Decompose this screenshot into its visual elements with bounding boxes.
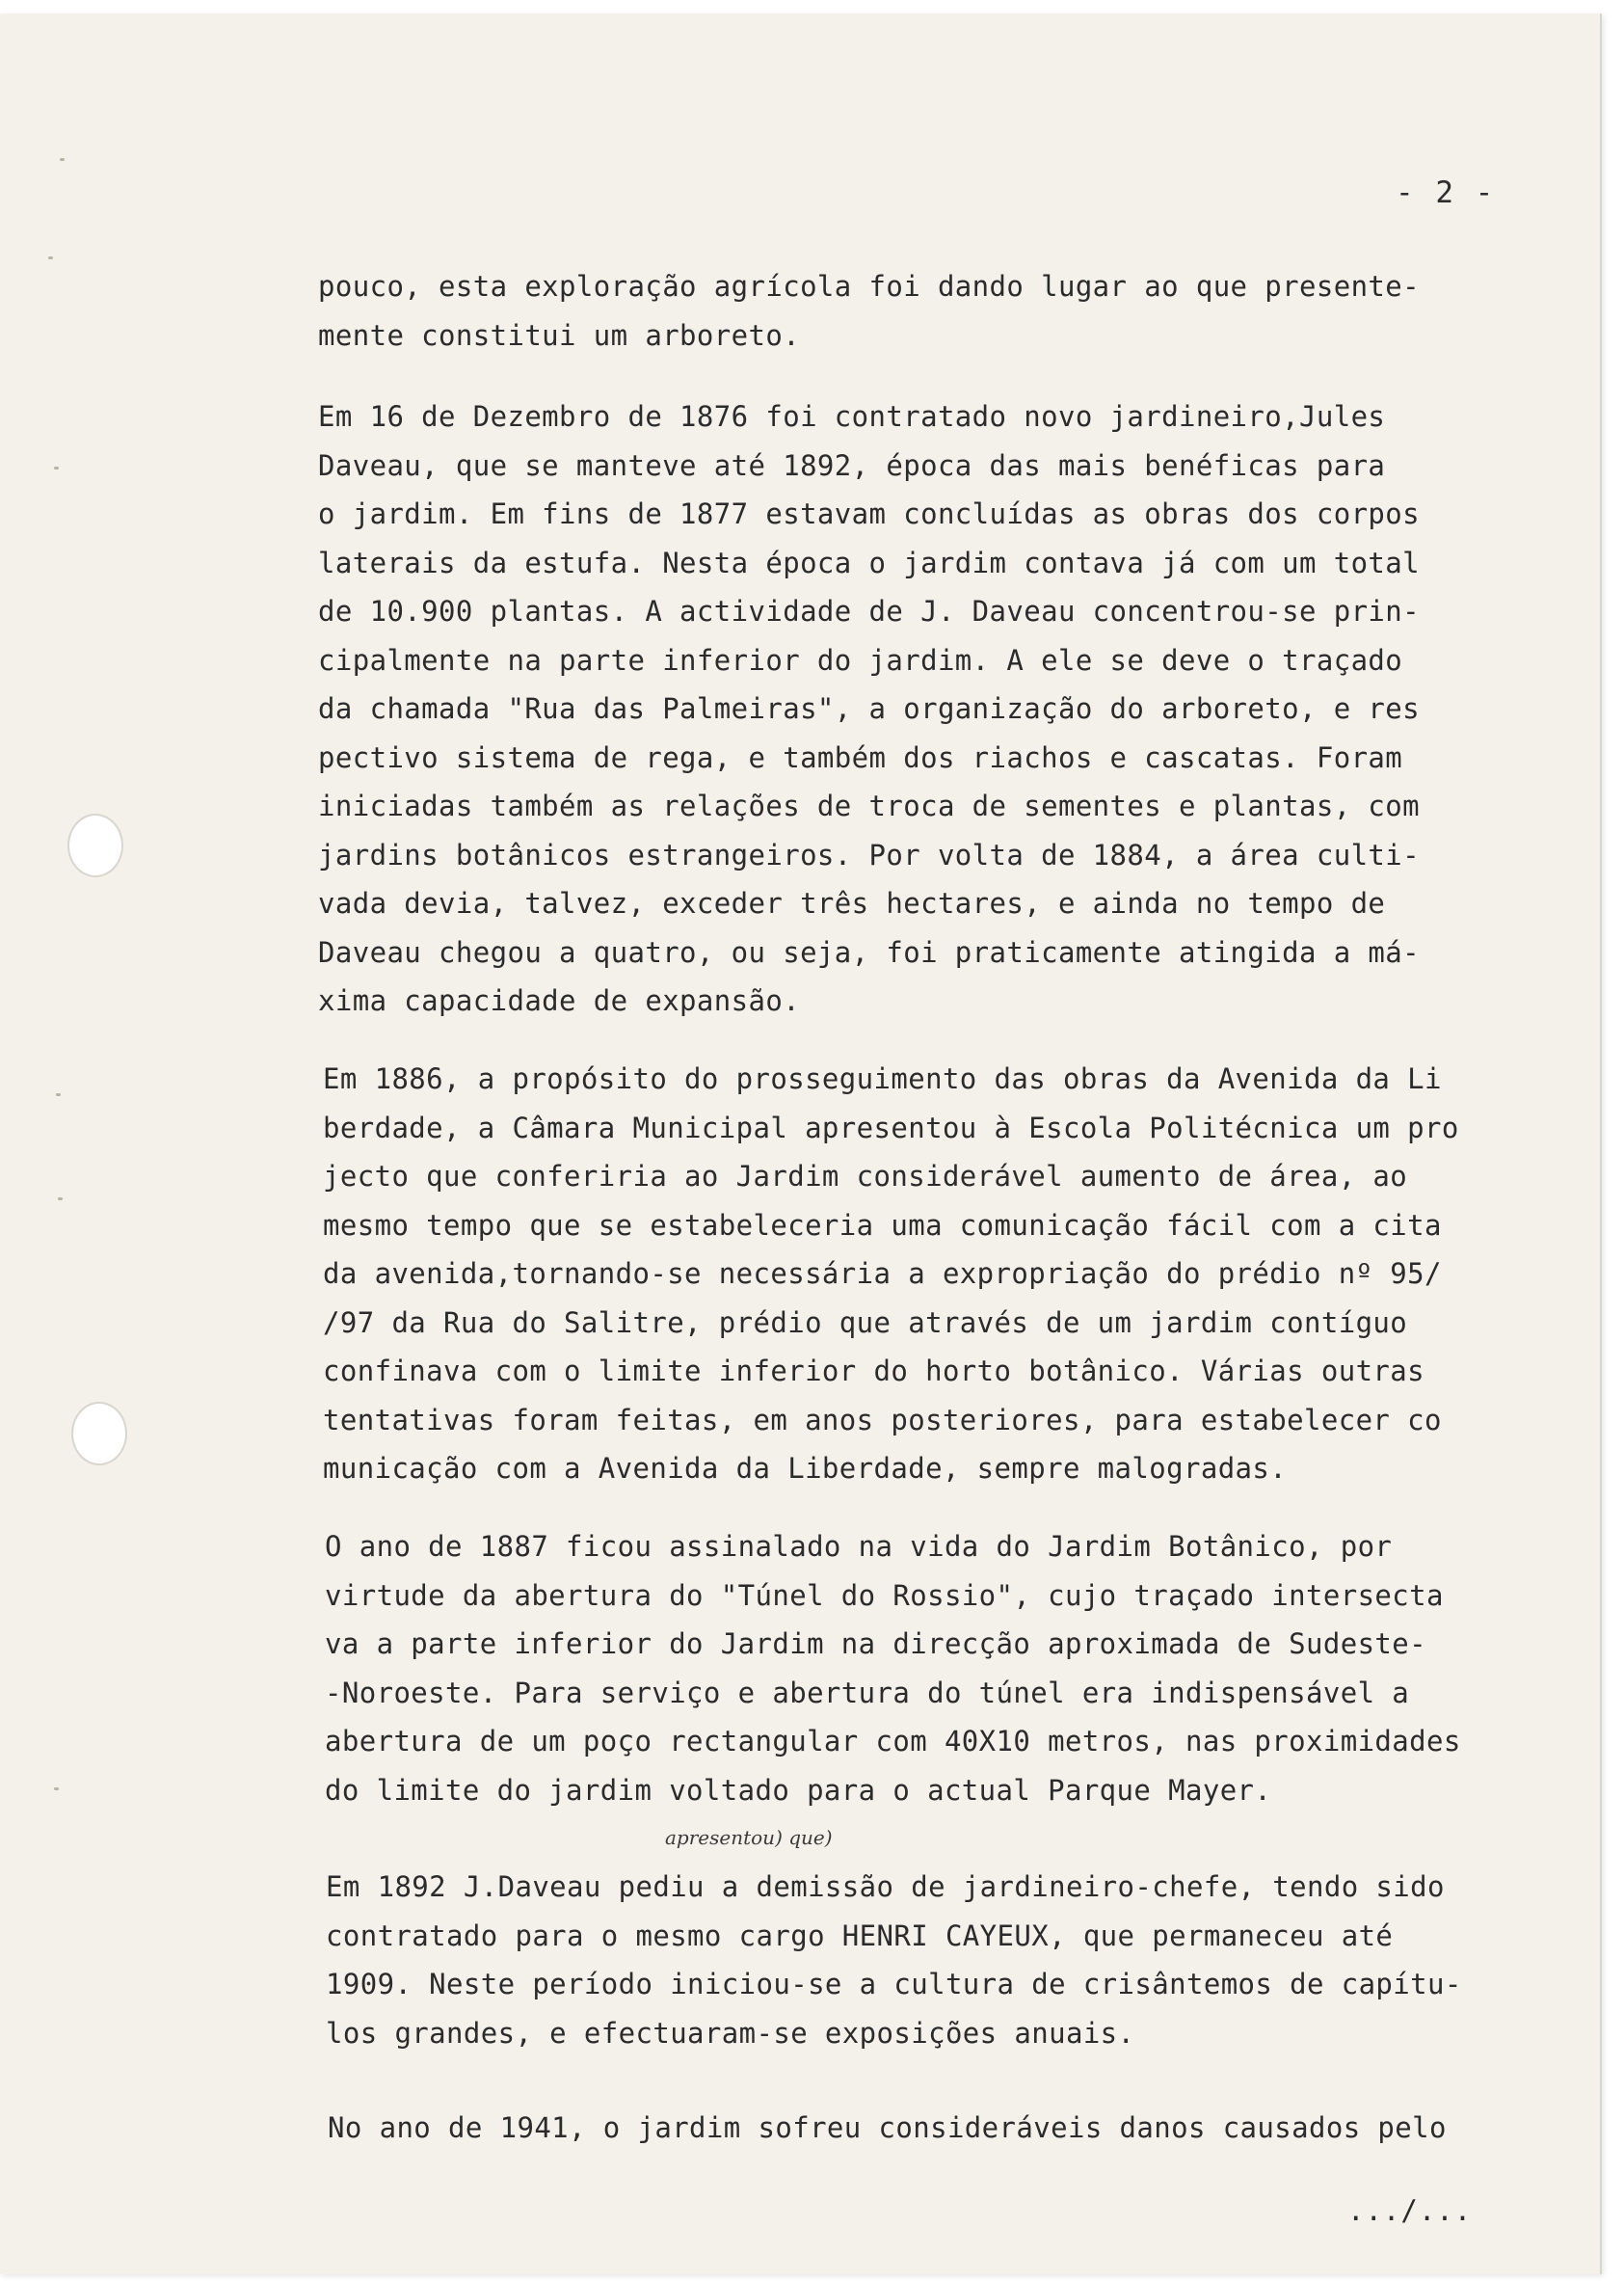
text-line: virtude da abertura do "Túnel do Rossio", cujo traçado intersecta	[325, 1578, 1444, 1612]
text-line: jardins botânicos estrangeiros. Por volta de 1884, a área culti-	[318, 838, 1421, 872]
text-line: confinava com o limite inferior do horto botânico. Várias outras	[323, 1355, 1425, 1387]
paragraph-5	[326, 1863, 1462, 2057]
paragraph-4	[325, 1522, 1461, 1814]
text-line: No ano de 1941, o jardim sofreu consideráveis danos causados pelo	[328, 2111, 1447, 2144]
text-line: do limite do jardim voltado para o actual Parque Mayer.	[325, 1773, 1272, 1807]
text-line: Daveau chegou a quatro, ou seja, foi praticamente atingida a má-	[318, 935, 1421, 969]
text-line: va a parte inferior do Jardim na direcção aproximada de Sudeste-	[325, 1627, 1427, 1660]
text-line: O ano de 1887 ficou assinalado na vida do Jardim Botânico, por	[325, 1530, 1393, 1563]
punch-hole-lower	[71, 1402, 127, 1465]
text-line: xima capacidade de expansão.	[318, 984, 801, 1017]
paper-sheet	[0, 13, 1602, 2274]
text-line: pectivo sistema de rega, e também dos riachos e cascatas. Foram	[318, 740, 1403, 774]
text-line: mente constitui um arboreto.	[318, 318, 801, 352]
paragraph-2	[318, 392, 1420, 1026]
text-line: vada devia, talvez, exceder três hectares, e ainda no tempo de	[318, 887, 1386, 920]
text-line: contratado para o mesmo cargo HENRI CAYEUX, que permaneceu até	[326, 1919, 1394, 1952]
text-line: o jardim. Em fins de 1877 estavam concluídas as obras dos corpos	[318, 497, 1421, 530]
text-line: mesmo tempo que se estabeleceria uma comunicação fácil com a cita	[323, 1208, 1442, 1242]
text-line: abertura de um poço rectangular com 40X10 metros, nas proximidades	[325, 1725, 1461, 1758]
text-line: pouco, esta exploração agrícola foi dando lugar ao que presente-	[318, 270, 1421, 303]
paper-speck	[54, 1787, 59, 1790]
text-line: jecto que conferiria ao Jardim considerável aumento de área, ao	[323, 1160, 1408, 1193]
paragraph-3	[323, 1055, 1459, 1493]
continuation-mark: .../...	[1347, 2194, 1473, 2227]
text-line: laterais da estufa. Nesta época o jardim contava já com um total	[318, 546, 1421, 579]
text-line: da chamada "Rua das Palmeiras", a organização do arboreto, e res	[318, 692, 1421, 725]
punch-hole-upper	[67, 814, 123, 877]
paragraph-6	[328, 2104, 1447, 2153]
text-line: da avenida,tornando-se necessária a expropriação do prédio nº 95/	[323, 1257, 1442, 1290]
text-line: Em 1886, a propósito do prosseguimento das obras da Avenida da Li	[323, 1062, 1442, 1095]
paper-speck	[58, 1197, 63, 1200]
paper-speck	[56, 1093, 61, 1096]
paper-speck	[48, 256, 53, 259]
text-line: /97 da Rua do Salitre, prédio que através de um jardim contíguo	[323, 1305, 1408, 1339]
text-line: iniciadas também as relações de troca de sementes e plantas, com	[318, 790, 1421, 822]
text-line: 1909. Neste período iniciou-se a cultura de crisântemos de capítu-	[326, 1968, 1462, 2000]
handwritten-note: apresentou) que)	[665, 1826, 833, 1849]
text-line: Em 16 de Dezembro de 1876 foi contratado novo jardineiro,Jules	[318, 400, 1386, 433]
text-line: cipalmente na parte inferior do jardim. A ele se deve o traçado	[318, 643, 1403, 677]
text-line: berdade, a Câmara Municipal apresentou à Escola Politécnica um pro	[323, 1111, 1459, 1144]
text-line: municação com a Avenida da Liberdade, sempre malogradas.	[323, 1452, 1288, 1485]
text-line: Daveau, que se manteve até 1892, época das mais benéficas para	[318, 448, 1386, 482]
paper-speck	[54, 467, 59, 470]
paper-speck	[60, 158, 65, 161]
text-line: de 10.900 plantas. A actividade de J. Daveau concentrou-se prin-	[318, 595, 1421, 628]
text-line: los grandes, e efectuaram-se exposições anuais.	[326, 2016, 1135, 2050]
text-line: Em 1892 J.Daveau pediu a demissão de jardineiro-chefe, tendo sido	[326, 1870, 1445, 1903]
text-line: tentativas foram feitas, em anos posteriores, para estabelecer co	[323, 1403, 1442, 1436]
text-line: -Noroeste. Para serviço e abertura do túnel era indispensável a	[325, 1676, 1410, 1709]
paragraph-1	[318, 262, 1420, 360]
page-number: - 2 -	[1396, 175, 1496, 210]
